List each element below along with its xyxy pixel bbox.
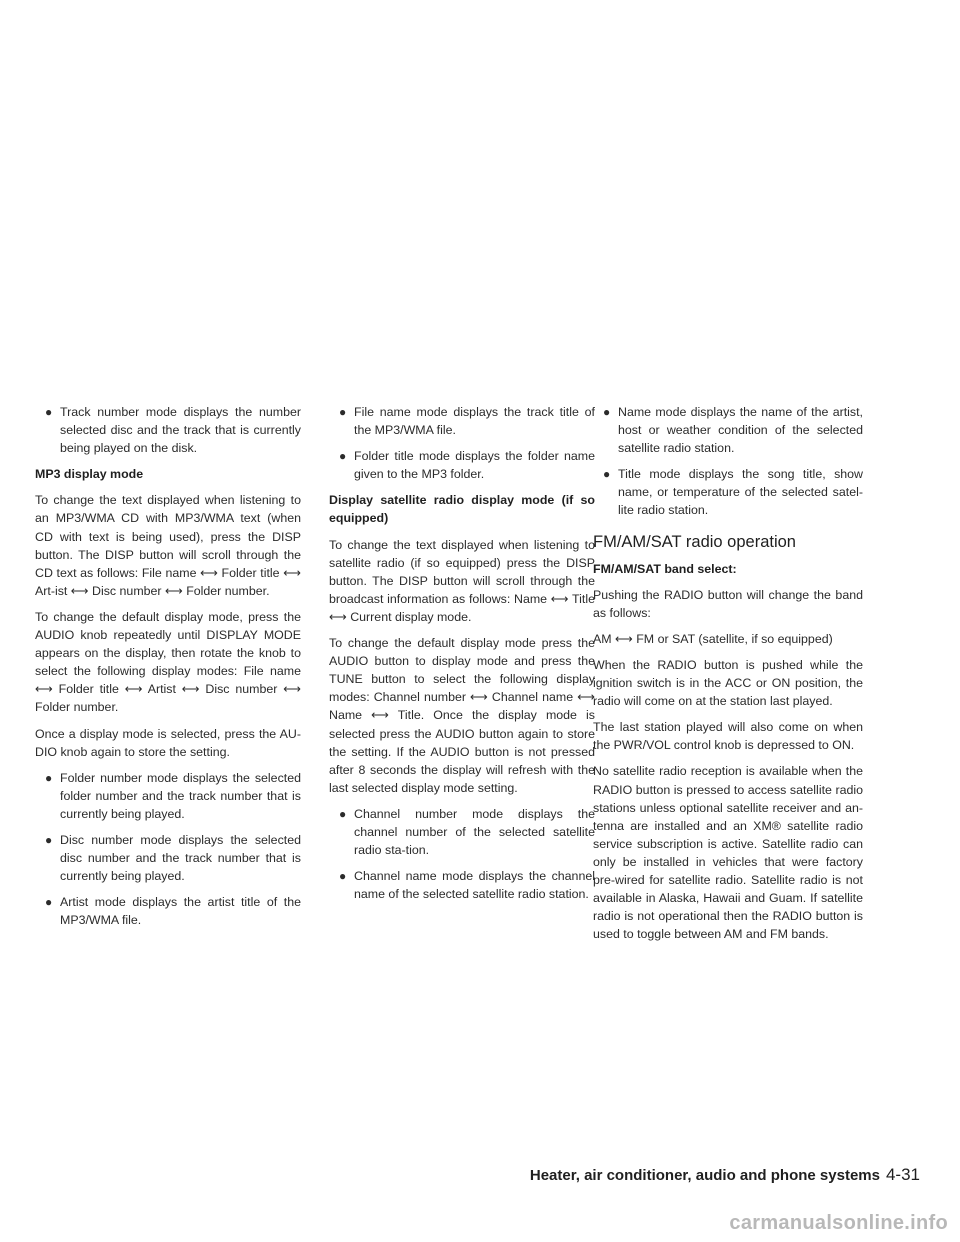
bullet-icon: ● — [339, 449, 347, 464]
list-item — [35, 831, 301, 885]
subheading: Display satellite radio display mode (if so equipped) — [329, 493, 595, 526]
paragraph: To change the default display mode, press the AUDIO knob repeatedly until DISPLAY MODE appears on the display, then rotate the knob to select the following display modes: File name ⟷ Folder title ⟷ Artist ⟷ Disc number ⟷ Folder number. — [35, 609, 301, 715]
list-item — [329, 867, 595, 903]
page-footer — [530, 1165, 920, 1185]
subheading: FM/AM/SAT band select: — [593, 561, 737, 576]
list-item — [35, 893, 301, 929]
bullet-icon: ● — [45, 832, 53, 847]
bullet-text: Artist mode displays the artist title of the MP3/WMA file. — [60, 895, 301, 928]
list-item — [329, 805, 595, 859]
paragraph: AM ⟷ FM or SAT (satellite, if so equipped) — [593, 631, 833, 646]
paragraph: To change the text displayed when listening to an MP3/WMA CD with MP3/WMA text (when CD with text is being used), press the DISP button. The DISP button will scroll through the CD text as follows: File name ⟷ Folder title ⟷ Art-ist ⟷ Disc number ⟷ Folder number. — [35, 493, 301, 598]
bullet-icon: ● — [339, 869, 347, 884]
paragraph: To change the default display mode press the AUDIO button to display mode and press the TUNE button to select the following display modes: Channel number ⟷ Channel name ⟷ Name ⟷ Title. Once the display mode is selected press the AUDIO button again to store the setting. If the AUDIO button is not pressed after 8 seconds the display will refresh with the last selected display mode setting. — [329, 636, 595, 795]
column-1 — [35, 403, 301, 937]
paragraph: To change the text displayed when listening to satellite radio (if so equipped) press the DISP button. The DISP button will scroll through the broadcast information as follows: Name ⟷ Title ⟷ Current display mode. — [329, 537, 595, 624]
bullet-icon: ● — [339, 806, 347, 821]
bullet-text: Channel number mode displays the channel number of the selected satellite radio sta-tion. — [354, 806, 595, 858]
subheading: MP3 display mode — [35, 467, 144, 482]
list-item — [593, 465, 863, 519]
bullet-text: Disc number mode displays the selected disc number and the track number that is currently being played. — [60, 832, 301, 884]
bullet-text: Name mode displays the name of the artist, host or weather condition of the selected satellite radio station. — [618, 405, 863, 456]
page-number: 4-31 — [885, 1165, 920, 1184]
paragraph: When the RADIO button is pushed while the ignition switch is in the ACC or ON position, the radio will come on at the station last played. — [593, 657, 863, 709]
bullet-icon: ● — [45, 405, 53, 419]
bullet-icon: ● — [603, 467, 611, 482]
bullet-text: Track number mode displays the number selected disc and the track that is currently being played on the disk. — [60, 405, 301, 456]
section-title: FM/AM/SAT radio operation — [593, 532, 796, 551]
column-3 — [593, 403, 863, 951]
footer-section-title: Heater, air conditioner, audio and phone systems — [529, 1167, 880, 1184]
list-item — [35, 769, 301, 823]
list-item — [593, 403, 863, 457]
list-item — [35, 403, 301, 457]
column-2 — [329, 403, 595, 911]
list-item — [329, 447, 595, 483]
bullet-icon: ● — [45, 895, 53, 910]
paragraph: No satellite radio reception is available when the RADIO button is pressed to access satellite radio stations unless optional satellite receiver and an-tenna are installed and an XM® satellite radio service subscription is active. Satellite radio can only be installed in vehicles that were factory pre-wired for satellite radio. Satellite radio is not available in Alaska, Hawaii and Guam. If satellite radio is not operational then the RADIO button is used to toggle between AM and FM bands. — [593, 764, 863, 942]
list-item — [329, 403, 595, 439]
paragraph: Pushing the RADIO button will change the band as follows: — [593, 587, 863, 620]
paragraph: The last station played will also come on when the PWR/VOL control knob is depressed to ON. — [593, 720, 863, 753]
bullet-text: Folder title mode displays the folder name given to the MP3 folder. — [354, 449, 595, 482]
paragraph: Once a display mode is selected, press the AU-DIO knob again to store the setting. — [35, 726, 301, 759]
bullet-text: Channel name mode displays the channel name of the selected satellite radio station. — [354, 869, 595, 902]
bullet-icon: ● — [45, 770, 53, 785]
bullet-icon: ● — [339, 405, 347, 419]
bullet-text: File name mode displays the track title of the MP3/WMA file. — [354, 405, 595, 438]
bullet-icon: ● — [603, 405, 611, 419]
bullet-text: Title mode displays the song title, show name, or temperature of the selected satel-lite radio station. — [618, 467, 863, 518]
watermark: carmanualsonline.info — [729, 1212, 948, 1234]
bullet-text: Folder number mode displays the selected folder number and the track number that is currently being played. — [60, 770, 301, 821]
